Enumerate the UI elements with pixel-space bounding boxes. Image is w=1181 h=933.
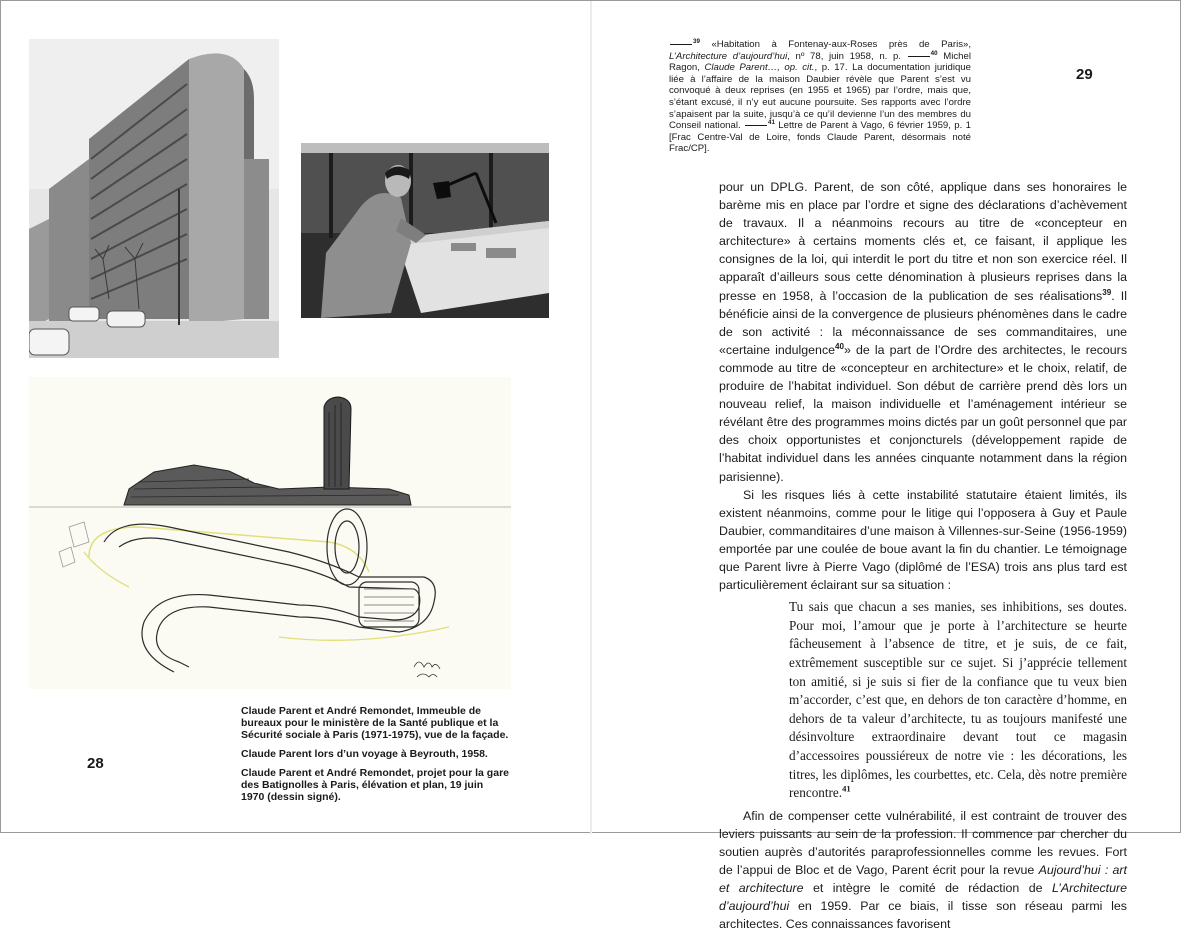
footnote-40-author: Michel Ragon,: [669, 50, 971, 74]
quote-text: Tu sais que chacun a ses manies, ses inhibitions, ses doutes. Pour moi, l’amour que je porte à l’architecture se heurte fâcheusement à l’absence de titre, et je suis, de ce fait, extrêmement susceptible sur ce sujet. Si j’apprécie tellement ton amitié, si je suis si fier de la confiance que tu veux bien m’accorder, c’est que, en dehors de ton caractère d’homme, en dehors de ta valeur d’architecte, tu as toujours manifesté une désinvolture extraordinaire devant tout ce magasin d’accessoires poussiéreux de notre vie : les décorations, les titres, les diplômes, les courbettes, etc. Cela, dès notre première rencontre.: [789, 599, 1127, 801]
footnote-block: [669, 39, 971, 155]
main-text: [719, 178, 1127, 933]
footnote-40-title: Claude Parent…, op. cit.: [704, 62, 815, 74]
figure-captions: [241, 705, 509, 810]
page-number-left: 28: [87, 755, 104, 772]
footnotes: [669, 39, 971, 155]
footnote-dash: [908, 56, 930, 57]
footnote-39-ref: , nº 78, juin 1958, n. p.: [787, 50, 901, 62]
note-ref-41: 41: [842, 783, 851, 794]
caption-2: Claude Parent lors d’un voyage à Beyrouth, 1958.: [241, 748, 488, 760]
footnote-40-number: 40: [930, 49, 938, 57]
caption-1: Claude Parent et André Remondet, Immeuble de bureaux pour le ministère de la Santé publique et la Sécurité sociale à Paris (1971-1975), vue de la façade.: [241, 705, 509, 741]
paragraph-2: Si les risques liés à cette instabilité statutaire étaient limités, ils existent néanmoins, comme pour le litige qui l’opposera à Guy et Paule Daubier, commanditaires d’une maison à Villennes-sur-Seine (1956-1959) emportée par une coulée de boue avant la fin du chantier. Le témoignage que Parent livre à Pierre Vago (diplômé de l’ESA) trois ans plus tard est particulièrement éclairant sur sa situation :: [719, 487, 1127, 593]
note-ref-39: 39: [1102, 287, 1112, 297]
paragraph-3-part-c: en 1959. Par ce biais, il tisse son réseau parmi les architectes. Ces connaissances favorisent: [719, 899, 1127, 932]
paragraph-1-part-c: » de la part de l’Ordre des architectes, le recours commode au titre de «concepteur en architecture» et le choix, relatif, de produire de l’habitat individuel. Son début de carrière prend dès lors un nouveau relief, la maison individuelle et l’aménagement intérieur se révélant être des programmes moins dictés par un goût personnel que par des choix opportunistes et conjoncturels (développement rapide de l’habitat individuel dans les années cinquante notamment dans la région parisienne).: [719, 342, 1128, 484]
paragraph-1-part-a: pour un DPLG. Parent, de son côté, applique dans ses honoraires le barème mis en place par l’ordre et signe des déclarations d’achèvement de travaux. Il a néanmoins recours au titre de «concepteur en architecture» à certains moments clés et, ce faisant, il applique les consignes de la loi, qui interdit le port du titre et non son exercice réel. Il apparaît d’ailleurs sous cette dénomination à plusieurs reprises dans la presse en 1958, à l’occasion de la publication de ses réalisations: [719, 180, 1127, 303]
footnote-dash: [670, 44, 692, 45]
page-gutter: [590, 1, 592, 834]
journal-title-1: Aujourd’hui : art et architecture: [719, 862, 1127, 896]
paragraph-3-part-a: Afin de compenser cette vulnérabilité, il est contraint de trouver des leviers puissants au sein de la profession. Il commence par chercher du soutien auprès d’autorités paraprofessionnelles comme les revues. Fort de l’appui de Bloc et de Vago, Parent écrit pour la revue: [719, 808, 1127, 877]
station-project-drawing: [29, 377, 511, 689]
footnote-41-text: Lettre de Parent à Vago, 6 février 1959, p. 1 [Frac Centre-Val de Loire, fonds Claude Parent, désormais noté Frac/CP].: [669, 120, 971, 155]
journal-title-2: L’Architecture d’aujourd’hui: [719, 881, 1128, 914]
note-ref-40: 40: [835, 341, 844, 351]
footnote-41-number: 41: [767, 118, 775, 126]
caption-3: Claude Parent et André Remondet, projet pour la gare des Batignolles à Paris, élévation et plan, 19 juin 1970 (dessin signé).: [241, 767, 509, 803]
footnote-dash: [745, 125, 767, 126]
paragraph-3-part-b: et intègre le comité de rédaction de: [803, 881, 1052, 896]
footnote-39-number: 39: [693, 37, 700, 45]
paragraph-3: [719, 807, 1127, 933]
architect-at-drafting-table-photo: [301, 143, 549, 318]
footnote-39-journal: L’Architecture d’aujourd’hui: [669, 50, 788, 62]
paragraph-1-part-b: . Il bénéficie ainsi de la convergence de plusieurs phénomènes dans le cadre de son activité : la méconnaissance de ses commanditaires, une «certaine indulgence: [719, 288, 1127, 357]
building-facade-photo: [29, 39, 279, 358]
footnote-39-text: «Habitation à Fontenay-aux-Roses près de Paris»,: [711, 39, 971, 50]
page-number-right: 29: [1076, 66, 1093, 83]
paragraph-1: [719, 178, 1127, 486]
footnote-40-text: , p. 17. La documentation juridique liée à l’affaire de la maison Daubier révèle que Parent s’est vu convoqué à deux reprises (en 1955 et 1965) par l’ordre, mais que, s’étant excusé, il n’y eut aucune poursuite. Ses rapports avec l’ordre s’apaisent par la suite, jusqu’à ce qu’il devienne l’un des membres du Conseil national.: [669, 62, 971, 132]
block-quote: [789, 598, 1127, 803]
